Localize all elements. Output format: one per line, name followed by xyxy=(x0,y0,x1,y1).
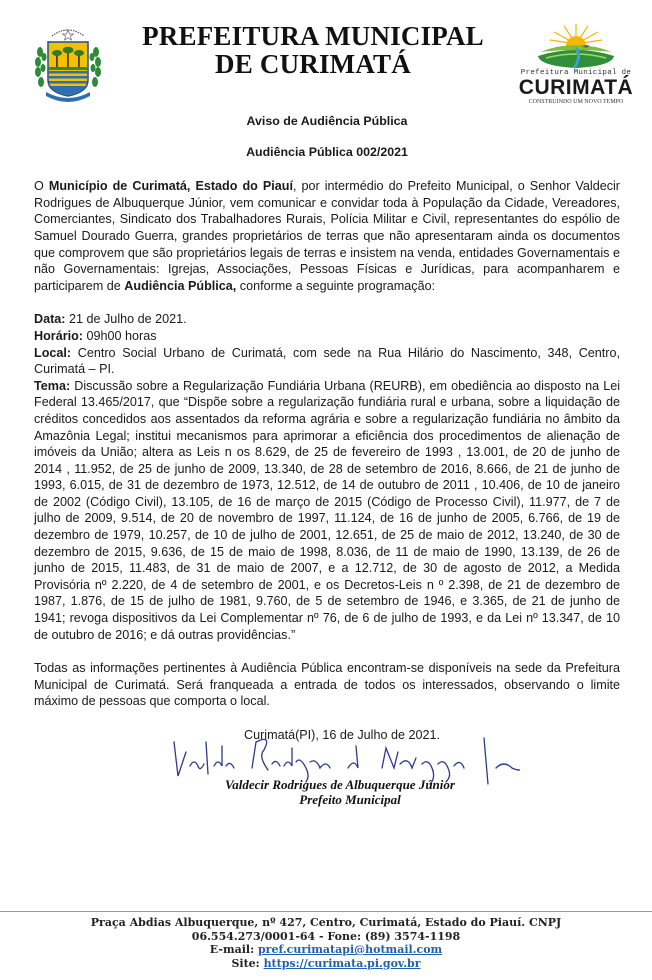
notice-subheading: Audiência Pública 002/2021 xyxy=(246,144,408,159)
logo-caption-name: CURIMATÁ xyxy=(518,76,634,99)
program-time xyxy=(34,328,620,345)
closing-paragraph: Todas as informações pertinentes à Audiência Pública encontram-se disponíveis na sede da Prefeitura Municipal de Curimatá. Será franqueada a entrada de todos os interessados, observando o limite máximo de pessoas que comporta o local. xyxy=(34,661,620,709)
estado-do-piaui-crest-icon xyxy=(24,22,112,106)
signatory-name: Valdecir Rodrigues de Albuquerque Júnior xyxy=(225,777,455,792)
program-list xyxy=(34,311,620,643)
place-date: Curimatá(PI), 16 de Julho de 2021. xyxy=(243,728,440,742)
intro-tail: conforme a seguinte programação: xyxy=(236,278,436,293)
time-label: Horário: xyxy=(34,328,83,343)
footer-address-line-1: Praça Abdias Albuquerque, nº 427, Centro, Curimatá, Estado do Piauí. CNPJ xyxy=(90,916,562,929)
notice-heading: Aviso de Audiência Pública xyxy=(246,114,408,128)
footer-divider xyxy=(0,911,652,912)
footer xyxy=(0,916,652,970)
intro-bold-event: Audiência Pública, xyxy=(124,278,237,293)
program-theme xyxy=(34,378,620,644)
notice-body xyxy=(34,110,620,744)
theme-label: Tema: xyxy=(34,378,71,393)
email-label: E-mail: xyxy=(209,943,258,956)
signature-block xyxy=(160,728,520,818)
footer-address-line-2: 06.554.273/0001-64 - Fone: (89) 3574-1198 xyxy=(191,929,461,943)
theme-value: Discussão sobre a Regularização Fundiária Urbana (REURB), em obediência ao disposto na Lei Federal 13.465/2017, que “Dispõe sobre a regularização fundiária rural e urbana, sobre a liquidação de créditos concedidos aos assentados da reforma agrária e sobre a regularização fundiária no âmbito da Amazônia Legal; institui mecanismos para aprimorar a eficiência dos procedimentos de alienação de imóveis da União; altera as Leis n os 8.629, de 25 de fevereiro de 1993 , 13.001, de 20 de junho de 2014 , 11.952, de 25 de junho de 2009, 13.340, de 28 de setembro de 2016, 8.666, de 21 de junho de 1993, 6.015, de 31 de dezembro de 1973, 12.512, de 14 de outubro de 2011 , 10.406, de 10 de janeiro de 2002 (Código Civil), 13.105, de 16 de março de 2015 (Código de Processo Civil), 11.977, de 7 de julho de 2009, 9.514, de 20 de novembro de 1997, 11.124, de 16 de junho de 2005, 6.766, de 19 de dezembro de 1979, 10.257, de 10 de julho de 2001, 12.651, de 25 de maio de 2012, 13.240, de 30 de dezembro de 2015, 9.636, de 15 de maio de 1998, 8.036, de 11 de maio de 1990, 13.139, de 26 de junho de 2015, 11.483, de 31 de maio de 2007, e a 12.712, de 30 de agosto de 2012, a Medida Provisória nº 2.220, de 4 de setembro de 2001, e os Decretos-Leis n º 2.398, de 21 de dezembro de 1987, 1.876, de 15 de julho de 1981, 9.760, de 5 de setembro de 1946, e 3.365, de 21 de junho de 1941; revoga dispositivos da Lei Complementar nº 76, de 6 de julho de 1993, e da Lei nº 13.347, de 10 de outubro de 2016; e dá outras providências.” xyxy=(34,378,620,642)
intro-bold-entity: Município de Curimatá, Estado do Piauí xyxy=(48,179,293,194)
place-label: Local: xyxy=(34,345,72,360)
page-title xyxy=(118,22,508,78)
curimata-logo xyxy=(512,22,640,106)
footer-email-row xyxy=(0,943,652,957)
title-line-2: DE CURIMATÁ xyxy=(215,49,411,79)
intro-paragraph xyxy=(34,178,620,294)
site-label: Site: xyxy=(231,956,264,970)
place-value: Centro Social Urbano de Curimatá, com sede na Rua Hilário do Nascimento, 348, Centro, Curimatá – PI. xyxy=(34,345,620,377)
program-date xyxy=(34,311,620,328)
date-value: 21 de Julho de 2021. xyxy=(65,312,187,327)
date-label: Data: xyxy=(34,312,66,327)
signatory-role: Prefeito Municipal xyxy=(299,792,401,807)
title-line-1: PREFEITURA MUNICIPAL xyxy=(142,21,484,51)
email-link[interactable]: pref.curimatapi@hotmail.com xyxy=(257,943,443,956)
logo-caption-top: Prefeitura Municipal de xyxy=(520,69,632,77)
program-place xyxy=(34,345,620,378)
site-link[interactable]: https://curimata.pi.gov.br xyxy=(263,956,421,970)
intro-body: , por intermédio do Prefeito Municipal, o Senhor Valdecir Rodrigues de Albuquerque Júnior, vem comunicar e convidar toda à População da Cidade, Vereadores, Comerciantes, Sindicato dos Trabalhadores Rurais, Polícia Militar e Civil, representantes do espólio de Samuel Dourado Guerra, grandes proprietários de terras que não apresentaram ainda os documentos que comprovem que são proprietários legais de terras e insistem na venda, entidades Governamentais e não Governamentais: Igrejas, Associações, Pessoas Físicas e Jurídicas, para acompanharem e participarem de xyxy=(34,179,620,293)
time-value: 09h00 horas xyxy=(82,328,157,343)
curimata-sun-hills-logo-icon xyxy=(512,22,640,70)
letterhead xyxy=(0,0,652,110)
logo-caption-slogan: CONSTRUINDO UM NOVO TEMPO xyxy=(528,99,624,105)
intro-lead: O xyxy=(34,179,49,194)
footer-site-row xyxy=(0,957,652,971)
